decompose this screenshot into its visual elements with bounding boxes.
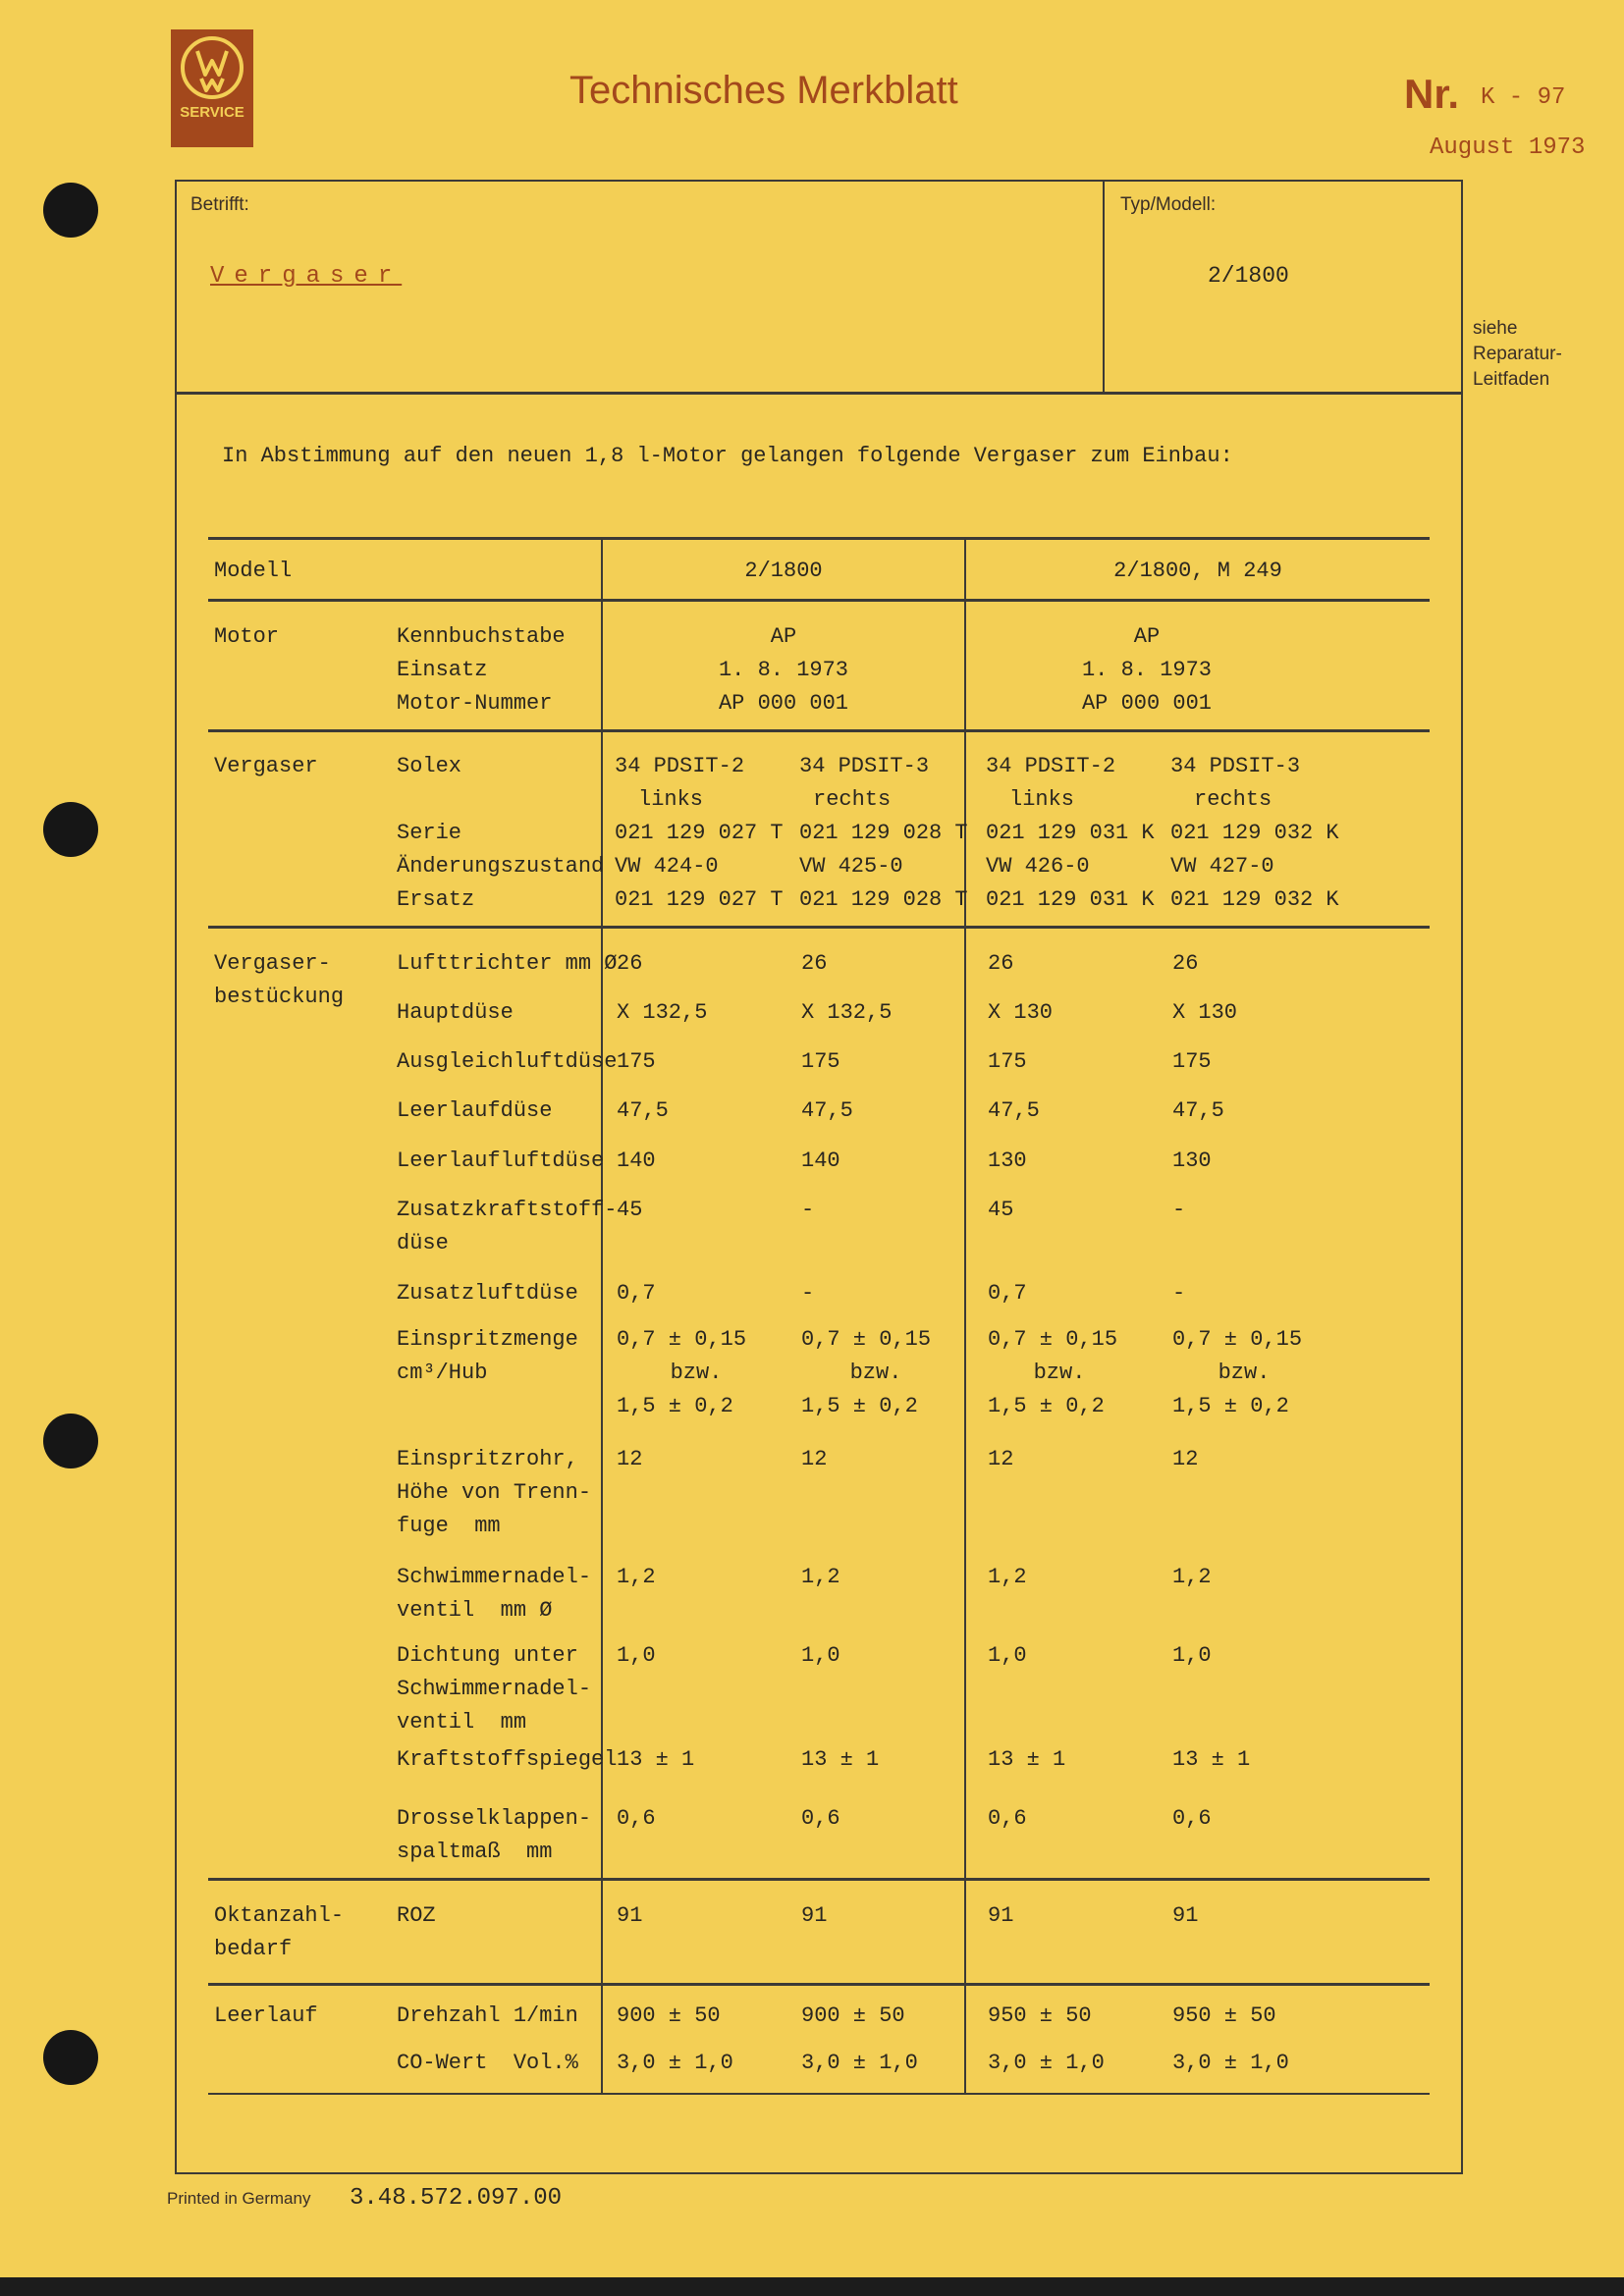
bestueckung-value: 130: [1172, 1148, 1212, 1173]
oktan-value: 91: [801, 1903, 828, 1928]
bestueckung-row-label: ventil mm Ø: [397, 1598, 553, 1623]
betrifft-label: Betrifft:: [190, 194, 249, 215]
oktan-label: ROZ: [397, 1903, 436, 1928]
vergaser-cell: 34 PDSIT-3: [799, 754, 930, 778]
bestueckung-value: 13 ± 1: [1172, 1747, 1251, 1772]
vw-logo-icon: [180, 35, 244, 100]
vergaser-cell: 021 129 032 K: [1170, 821, 1339, 845]
bestueckung-value: bzw.: [670, 1361, 723, 1385]
table-rule: [208, 926, 1430, 929]
typ-value: 2/1800: [1208, 263, 1289, 289]
table-column-divider: [601, 537, 603, 2093]
oktan-group-label: Oktanzahl-: [214, 1903, 345, 1928]
table-rule: [208, 729, 1430, 732]
bestueckung-row-label: Schwimmernadel-: [397, 1565, 592, 1589]
motor-label: Kennbuchstabe: [397, 624, 566, 649]
vergaser-cell: VW 425-0: [799, 854, 903, 879]
bestueckung-value: X 130: [1172, 1000, 1238, 1025]
oktan-value: 91: [988, 1903, 1014, 1928]
vergaser-label: Änderungszustand: [397, 854, 605, 879]
side-note-line: Leitfaden: [1473, 369, 1550, 390]
bestueckung-row-label: Schwimmernadel-: [397, 1677, 592, 1701]
vergaser-cell: VW 427-0: [1170, 854, 1274, 879]
bestueckung-value: 0,7 ± 0,15: [988, 1327, 1118, 1352]
header-column-divider: [1103, 180, 1105, 392]
bestueckung-value: bzw.: [849, 1361, 902, 1385]
bestueckung-value: 175: [988, 1049, 1027, 1074]
vergaser-cell: 021 129 031 K: [986, 821, 1155, 845]
leerlauf-group-label: Leerlauf: [214, 2003, 318, 2028]
nr-value: K - 97: [1481, 84, 1566, 111]
bestueckung-row-label: Drosselklappen-: [397, 1806, 592, 1831]
bestueckung-value: 12: [801, 1447, 828, 1471]
bestueckung-value: 26: [1172, 951, 1199, 976]
motor-group-label: Motor: [214, 624, 280, 649]
bestueckung-row-label: Zusatzkraftstoff-: [397, 1198, 618, 1222]
oktan-value: 91: [1172, 1903, 1199, 1928]
bestueckung-value: 130: [988, 1148, 1027, 1173]
bestueckung-row-label: Dichtung unter: [397, 1643, 578, 1668]
bestueckung-value: 1,2: [801, 1565, 840, 1589]
leerlauf-value: 900 ± 50: [801, 2003, 905, 2028]
bestueckung-row-label: Ausgleichluftdüse: [397, 1049, 618, 1074]
bestueckung-row-label: düse: [397, 1231, 449, 1255]
bestueckung-value: 0,6: [988, 1806, 1027, 1831]
bestueckung-value: 12: [617, 1447, 643, 1471]
bestueckung-value: 140: [617, 1148, 656, 1173]
punch-hole: [43, 2030, 98, 2085]
modell-b: 2/1800, M 249: [1113, 559, 1282, 583]
bestueckung-value: 1,5 ± 0,2: [1172, 1394, 1289, 1418]
leerlauf-value: 3,0 ± 1,0: [617, 2051, 733, 2075]
vw-service-logo: [171, 29, 253, 147]
bestueckung-value: 1,0: [801, 1643, 840, 1668]
bestueckung-value: 47,5: [617, 1098, 669, 1123]
nr-label: Nr.: [1404, 71, 1460, 117]
bestueckung-row-label: Einspritzrohr,: [397, 1447, 578, 1471]
motor-a-value: 1. 8. 1973: [718, 658, 849, 682]
bestueckung-row-label: Höhe von Trenn-: [397, 1480, 592, 1505]
bestueckung-row-label: Leerlaufluftdüse: [397, 1148, 605, 1173]
leerlauf-value: 950 ± 50: [1172, 2003, 1276, 2028]
bestueckung-row-label: Einspritzmenge: [397, 1327, 578, 1352]
bestueckung-value: 13 ± 1: [988, 1747, 1066, 1772]
leerlauf-label: CO-Wert Vol.%: [397, 2051, 578, 2075]
bestueckung-row-label: Kraftstoffspiegel: [397, 1747, 618, 1772]
vergaser-label: Solex: [397, 754, 462, 778]
table-rule: [208, 2093, 1430, 2095]
vergaser-label: Serie: [397, 821, 462, 845]
bestueckung-value: 0,7 ± 0,15: [617, 1327, 747, 1352]
vergaser-label: Ersatz: [397, 887, 475, 912]
page-title: Technisches Merkblatt: [569, 69, 958, 112]
table-rule: [208, 1983, 1430, 1986]
leerlauf-value: 900 ± 50: [617, 2003, 721, 2028]
side-note-line: siehe: [1473, 318, 1518, 339]
vergaser-cell: 021 129 031 K: [986, 887, 1155, 912]
vergaser-cell: 021 129 027 T: [615, 821, 784, 845]
vergaser-cell: VW 424-0: [615, 854, 719, 879]
bestueckung-value: 1,5 ± 0,2: [988, 1394, 1105, 1418]
motor-a-value: AP 000 001: [718, 691, 849, 716]
bestueckung-group-label: Vergaser-: [214, 951, 331, 976]
oktan-value: 91: [617, 1903, 643, 1928]
bestueckung-value: X 132,5: [801, 1000, 893, 1025]
leerlauf-value: 3,0 ± 1,0: [801, 2051, 918, 2075]
vergaser-cell: rechts: [813, 787, 892, 812]
bestueckung-value: 0,7 ± 0,15: [1172, 1327, 1303, 1352]
bestueckung-value: 26: [801, 951, 828, 976]
bestueckung-value: 1,0: [617, 1643, 656, 1668]
bestueckung-value: 47,5: [988, 1098, 1040, 1123]
modell-a: 2/1800: [744, 559, 823, 583]
bestueckung-value: 45: [988, 1198, 1014, 1222]
leerlauf-value: 3,0 ± 1,0: [988, 2051, 1105, 2075]
bestueckung-value: 1,5 ± 0,2: [801, 1394, 918, 1418]
bestueckung-row-label: ventil mm: [397, 1710, 527, 1735]
table-rule: [208, 1878, 1430, 1881]
bestueckung-value: 140: [801, 1148, 840, 1173]
bestueckung-value: 1,2: [988, 1565, 1027, 1589]
bestueckung-row-label: spaltmaß mm: [397, 1840, 553, 1864]
bestueckung-value: 12: [1172, 1447, 1199, 1471]
bestueckung-value: 0,6: [1172, 1806, 1212, 1831]
motor-b-value: 1. 8. 1973: [1081, 658, 1213, 682]
bestueckung-value: 1,2: [617, 1565, 656, 1589]
punch-hole: [43, 1414, 98, 1468]
bestueckung-row-label: fuge mm: [397, 1514, 501, 1538]
bestueckung-value: -: [1172, 1281, 1186, 1306]
modell-label: Modell: [214, 559, 293, 583]
bestueckung-value: -: [1172, 1198, 1186, 1222]
motor-b-value: AP: [1133, 624, 1161, 649]
leerlauf-value: 3,0 ± 1,0: [1172, 2051, 1289, 2075]
bestueckung-value: 1,2: [1172, 1565, 1212, 1589]
vergaser-cell: 34 PDSIT-2: [986, 754, 1116, 778]
side-note-line: Reparatur-: [1473, 344, 1562, 364]
leerlauf-label: Drehzahl 1/min: [397, 2003, 578, 2028]
side-note: [1473, 316, 1562, 393]
table-rule: [208, 599, 1430, 602]
bestueckung-value: 175: [1172, 1049, 1212, 1074]
bestueckung-value: -: [801, 1198, 815, 1222]
bestueckung-value: 1,0: [1172, 1643, 1212, 1668]
bestueckung-value: 47,5: [1172, 1098, 1224, 1123]
motor-b-value: AP 000 001: [1081, 691, 1213, 716]
vergaser-cell: VW 426-0: [986, 854, 1090, 879]
vergaser-group-label: Vergaser: [214, 754, 318, 778]
bestueckung-value: 26: [617, 951, 643, 976]
bestueckung-value: X 132,5: [617, 1000, 708, 1025]
bestueckung-value: bzw.: [1218, 1361, 1271, 1385]
vergaser-cell: 021 129 032 K: [1170, 887, 1339, 912]
bestueckung-value: 1,0: [988, 1643, 1027, 1668]
bottom-edge-strip: [0, 2277, 1624, 2296]
bestueckung-value: 0,7: [988, 1281, 1027, 1306]
vergaser-cell: 021 129 028 T: [799, 821, 968, 845]
table-column-divider: [964, 537, 966, 2093]
bestueckung-row-label: Zusatzluftdüse: [397, 1281, 578, 1306]
bestueckung-value: 0,6: [801, 1806, 840, 1831]
intro-text: In Abstimmung auf den neuen 1,8 l-Motor gelangen folgende Vergaser zum Einbau:: [222, 444, 1233, 468]
vergaser-cell: rechts: [1194, 787, 1272, 812]
issue-date: August 1973: [1430, 134, 1586, 161]
vergaser-cell: 34 PDSIT-2: [615, 754, 745, 778]
vergaser-cell: 021 129 028 T: [799, 887, 968, 912]
vergaser-cell: links: [638, 787, 704, 812]
motor-label: Motor-Nummer: [397, 691, 553, 716]
punch-hole: [43, 183, 98, 238]
logo-text: SERVICE: [180, 104, 244, 121]
bestueckung-value: 13 ± 1: [617, 1747, 695, 1772]
bestueckung-value: 45: [617, 1198, 643, 1222]
subject-value: Vergaser: [210, 263, 403, 290]
punch-hole: [43, 802, 98, 857]
vergaser-cell: 021 129 027 T: [615, 887, 784, 912]
bestueckung-value: 47,5: [801, 1098, 853, 1123]
bestueckung-group-label: bestückung: [214, 985, 345, 1009]
bestueckung-value: 0,7: [617, 1281, 656, 1306]
bestueckung-row-label: Hauptdüse: [397, 1000, 514, 1025]
bestueckung-value: 12: [988, 1447, 1014, 1471]
bestueckung-value: bzw.: [1033, 1361, 1086, 1385]
bestueckung-value: 26: [988, 951, 1014, 976]
motor-label: Einsatz: [397, 658, 488, 682]
bestueckung-row-label: Leerlaufdüse: [397, 1098, 553, 1123]
oktan-group-label: bedarf: [214, 1937, 293, 1961]
bestueckung-value: 175: [617, 1049, 656, 1074]
bestueckung-value: 0,6: [617, 1806, 656, 1831]
header-divider: [175, 392, 1463, 395]
bestueckung-value: 1,5 ± 0,2: [617, 1394, 733, 1418]
motor-a-value: AP: [770, 624, 797, 649]
vergaser-cell: links: [1009, 787, 1075, 812]
bestueckung-value: -: [801, 1281, 815, 1306]
bestueckung-value: X 130: [988, 1000, 1054, 1025]
vergaser-cell: 34 PDSIT-3: [1170, 754, 1301, 778]
bestueckung-value: 0,7 ± 0,15: [801, 1327, 932, 1352]
bestueckung-row-label: Lufttrichter mm Ø: [397, 951, 618, 976]
typ-label: Typ/Modell:: [1120, 194, 1217, 215]
printed-number: 3.48.572.097.00: [350, 2185, 563, 2212]
printed-label: Printed in Germany: [167, 2189, 311, 2208]
bestueckung-value: 13 ± 1: [801, 1747, 880, 1772]
table-rule: [208, 537, 1430, 540]
bestueckung-row-label: cm³/Hub: [397, 1361, 488, 1385]
leerlauf-value: 950 ± 50: [988, 2003, 1092, 2028]
bestueckung-value: 175: [801, 1049, 840, 1074]
